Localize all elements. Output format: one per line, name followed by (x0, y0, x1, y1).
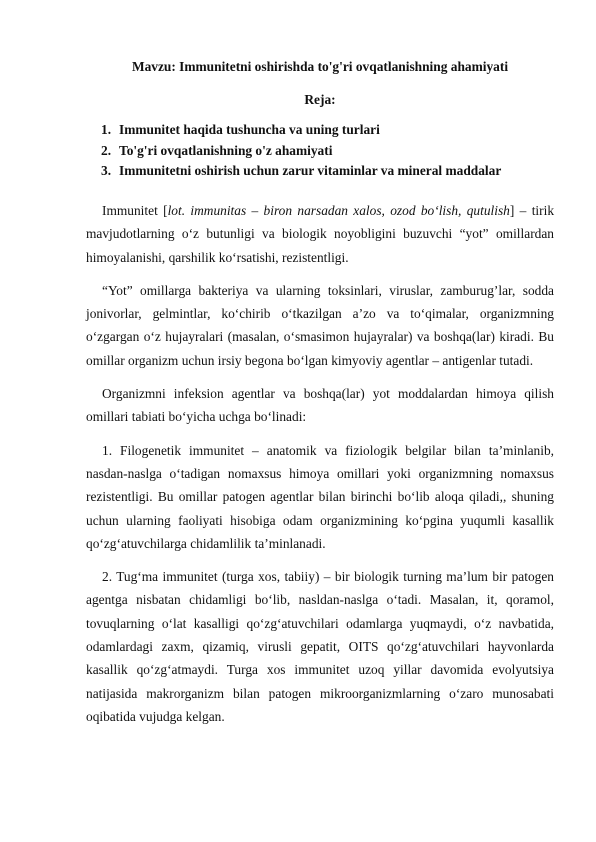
document-title: Mavzu: Immunitetni oshirishda to'g'ri ovqatlanishning ahamiyati (131, 59, 509, 74)
plan-item-text: Immunitet haqida tushuncha va uning turlari (119, 122, 380, 137)
definition-lead: Immunitet [ (102, 203, 168, 218)
plan-item-text: Immunitetni oshirish uchun zarur vitaminlar va mineral maddalar (119, 163, 502, 178)
paragraph-innate-immunity: 2. Tug‘ma immunitet (turga xos, tabiiy) – bir biologik turning ma’lum bir patogen agentga nisbatan chidamligi bo‘lib, nasldan-naslga o‘tadi. Masalan, it, qoramol, tovuqlarning o‘lat kasalligi qo‘zg‘atuvchilari odamlarga yuqmaydi, o‘z navbatida, odamlardagi zaxm, qizamiq, virusli gepatit, OITS qo‘zg‘atuvchilari hayvonlarda kasallik qo‘zg‘atmaydi. Turga xos immunitet uzoq yillar davomida evolyutsiya natijasida makrorganizm bilan patogen mikroorganizmlarning o‘zaro munosabati oqibatida vujudga kelgan. (86, 569, 554, 724)
paragraph-immunity-definition (86, 199, 554, 269)
definition-etymology: lot. immunitas – biron narsadan xalos, ozod bo‘lish, qutulish (167, 203, 510, 218)
plan-item (101, 142, 561, 163)
paragraph-protection-factors: Organizmni infeksion agentlar va boshqa(lar) yot moddalardan himoya qilish omillari tabiati bo‘yicha uchga bo‘linadi: (86, 386, 554, 425)
paragraph-foreign-factors: “Yot” omillarga bakteriya va ularning toksinlari, viruslar, zamburug’lar, sodda jonivorlar, gelmintlar, ko‘chirib o‘tkazilgan a’zo va to‘qimalar, organizmning o‘zgargan o‘z hujayralari (masalan, o‘smasimon hujayralar) va boshqa(lar) kiradi. Bu omillar organizm uchun irsiy begona bo‘lgan kimyoviy agentlar – antigenlar tutadi. (86, 282, 554, 368)
body-text (86, 199, 554, 738)
plan-item-number: 1. (101, 122, 112, 137)
plan-item (101, 162, 561, 183)
plan-heading: Reja: (304, 92, 336, 107)
plan-item-number: 3. (101, 163, 112, 178)
plan-list (101, 121, 561, 183)
plan-item (101, 121, 561, 142)
plan-item-text: To'g'ri ovqatlanishning o'z ahamiyati (119, 142, 333, 158)
paragraph-phylogenetic-immunity: 1. Filogenetik immunitet – anatomik va fiziologik belgilar bilan ta’minlanib, nasdan-naslga o‘tadigan nomaxsus himoya omillari yoki organizmning nomaxsus rezistentligi. Bu omillar patogen agentlar bilan birinchi bo‘lib aloqa qiladi,, shuning uchun ularning faoliyati hisobiga odam organizmining ko‘pgina yuqumli kasallik qo‘zg‘atuvchilarga chidamlilik ta’minlanadi. (86, 442, 554, 551)
definition-rest: ] – tirik mavjudotlarning o‘z butunligi va biologik noyobligini buzuvchi “yot” omillardan himoyalanishi, qarshilik ko‘rsatishi, rezistentligi. (86, 203, 555, 265)
plan-item-number: 2. (101, 142, 112, 158)
